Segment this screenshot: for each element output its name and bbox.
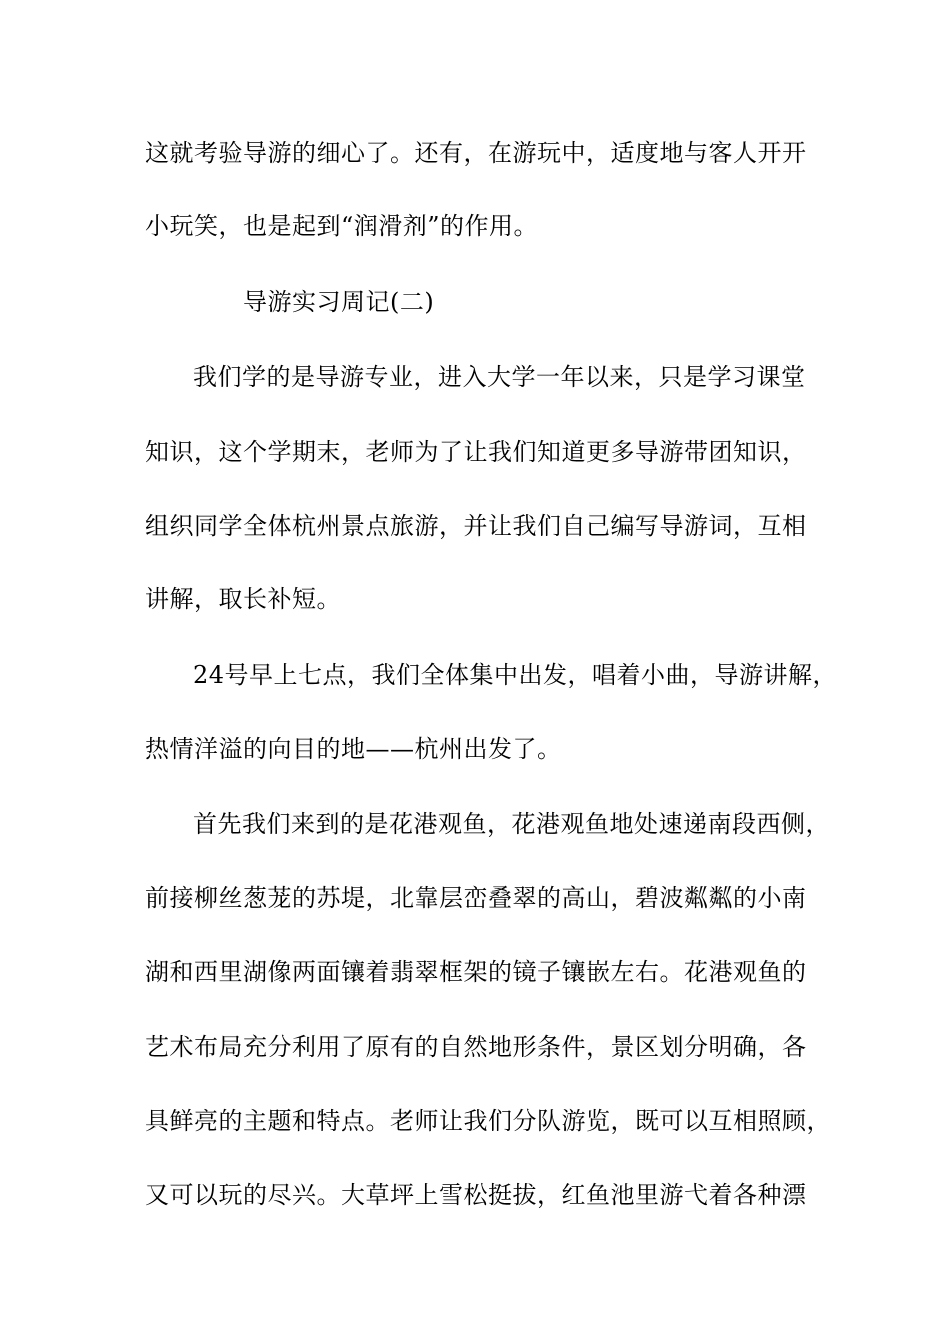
paragraph-line: 讲解，取长补短。 — [145, 585, 341, 613]
paragraph-line: 又可以玩的尽兴。大草坪上雪松挺拔，红鱼池里游弋着各种漂 — [145, 1181, 807, 1209]
section-title: 导游实习周记(二) — [243, 288, 435, 316]
paragraph-line: 前接柳丝葱茏的苏堤，北靠层峦叠翠的高山，碧波粼粼的小南 — [145, 884, 807, 912]
paragraph-line: 艺术布局充分利用了原有的自然地形条件，景区划分明确，各 — [145, 1033, 807, 1061]
paragraph-line: 这就考验导游的细心了。还有，在游玩中，适度地与客人开开 — [145, 139, 807, 167]
paragraph-line: 热情洋溢的向目的地——杭州出发了。 — [145, 735, 562, 763]
paragraph-line: 我们学的是导游专业，进入大学一年以来，只是学习课堂 — [193, 363, 806, 391]
paragraph-line: 小玩笑，也是起到“润滑剂”的作用。 — [145, 212, 539, 240]
paragraph-line: 24号早上七点，我们全体集中出发，唱着小曲，导游讲解， — [193, 661, 838, 689]
paragraph-line: 湖和西里湖像两面镶着翡翠框架的镜子镶嵌左右。花港观鱼的 — [145, 958, 807, 986]
paragraph-line: 首先我们来到的是花港观鱼，花港观鱼地处速递南段西侧， — [193, 810, 830, 838]
paragraph-line: 具鲜亮的主题和特点。老师让我们分队游览，既可以互相照顾， — [145, 1107, 831, 1135]
paragraph-line: 知识，这个学期末，老师为了让我们知道更多导游带团知识， — [145, 438, 807, 466]
paragraph-line: 组织同学全体杭州景点旅游，并让我们自己编写导游词，互相 — [145, 512, 807, 540]
